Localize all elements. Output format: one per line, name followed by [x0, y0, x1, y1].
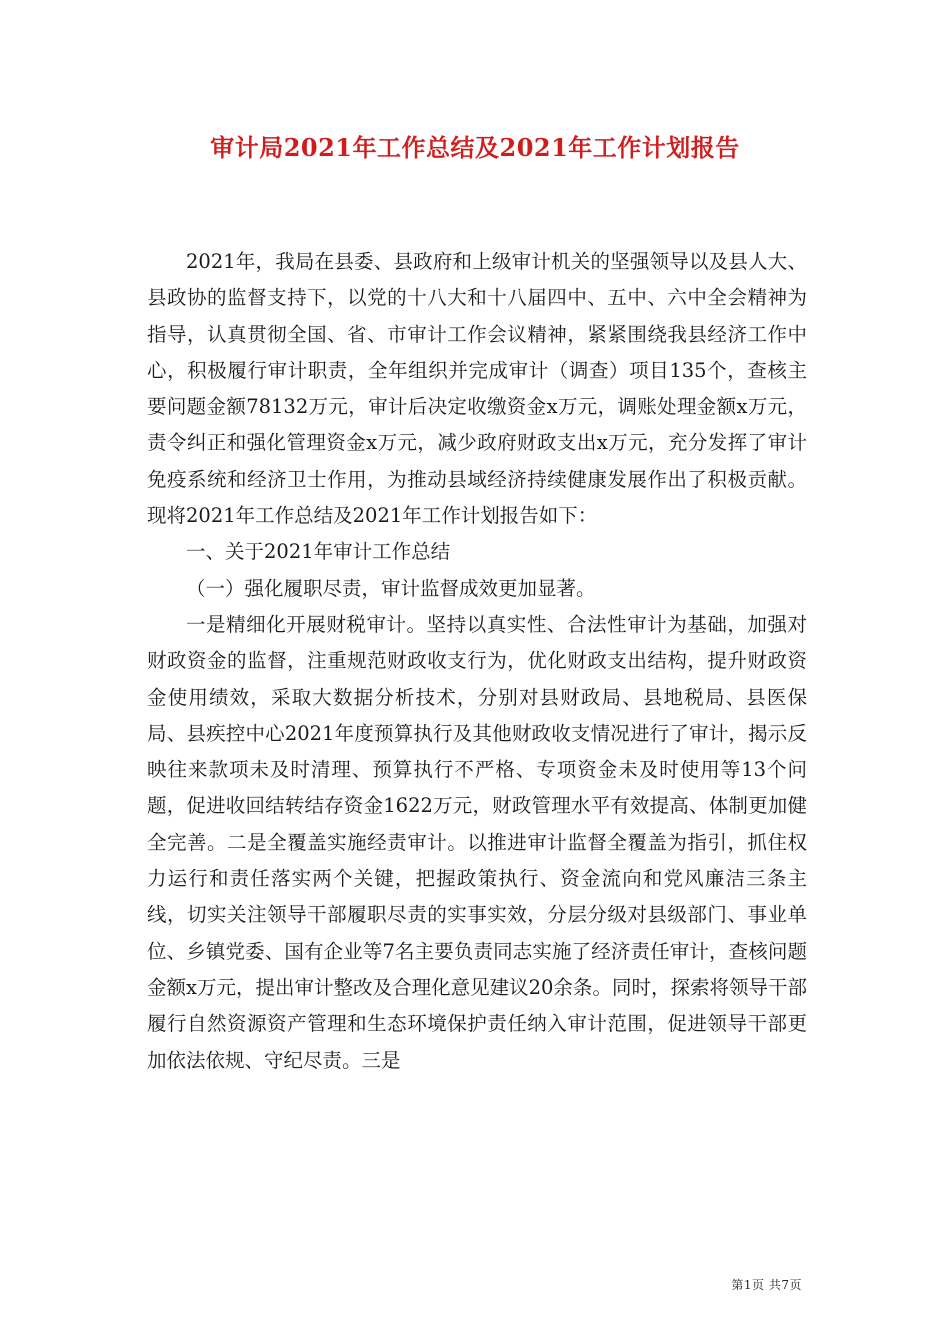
document-title: 审计局2021年工作总结及2021年工作计划报告 — [210, 133, 740, 162]
subsection-heading: （一）强化履职尽责，审计监督成效更加显著。 — [186, 576, 596, 600]
document-body — [147, 244, 807, 1079]
body-paragraph: 一是精细化开展财税审计。坚持以真实性、合法性审计为基础，加强对财政资金的监督，注重规范财政收支行为，优化财政支出结构，提升财政资金使用绩效，采取大数据分析技术，分别对县财政局、县地税局、县医保局、县疾控中心2021年度预算执行及其他财政收支情况进行了审计，揭示反映往来款项未及时清理、预算执行不严格、专项资金未及时使用等13个问题，促进收回结转结存资金1622万元，财政管理水平有效提高、体制更加健全完善。二是全覆盖实施经责审计。以推进审计监督全覆盖为指引，抓住权力运行和责任落实两个关键，把握政策执行、资金流向和党风廉洁三条主线，切实关注领导干部履职尽责的实事实效，分层分级对县级部门、事业单位、乡镇党委、国有企业等7名主要负责同志实施了经济责任审计，查核问题金额x万元，提出审计整改及合理化意见建议20余条。同时，探索将领导干部履行自然资源资产管理和生态环境保护责任纳入审计范围，促进领导干部更加依法依规、守纪尽责。三是 — [147, 612, 807, 1072]
intro-paragraph: 2021年，我局在县委、县政府和上级审计机关的坚强领导以及县人大、县政协的监督支持下，以党的十八大和十八届四中、五中、六中全会精神为指导，认真贯彻全国、省、市审计工作会议精神，紧紧围绕我县经济工作中心，积极履行审计职责，全年组织并完成审计（调查）项目135个，查核主要问题金额78132万元，审计后决定收缴资金x万元，调账处理金额x万元，责令纠正和强化管理资金x万元，减少政府财政支出x万元，充分发挥了审计免疫系统和经济卫士作用，为推动县域经济持续健康发展作出了积极贡献。现将2021年工作总结及2021年工作计划报告如下： — [147, 250, 807, 528]
section-heading: 一、关于2021年审计工作总结 — [186, 540, 451, 564]
page-number: 第1页 共7页 — [731, 1278, 802, 1292]
